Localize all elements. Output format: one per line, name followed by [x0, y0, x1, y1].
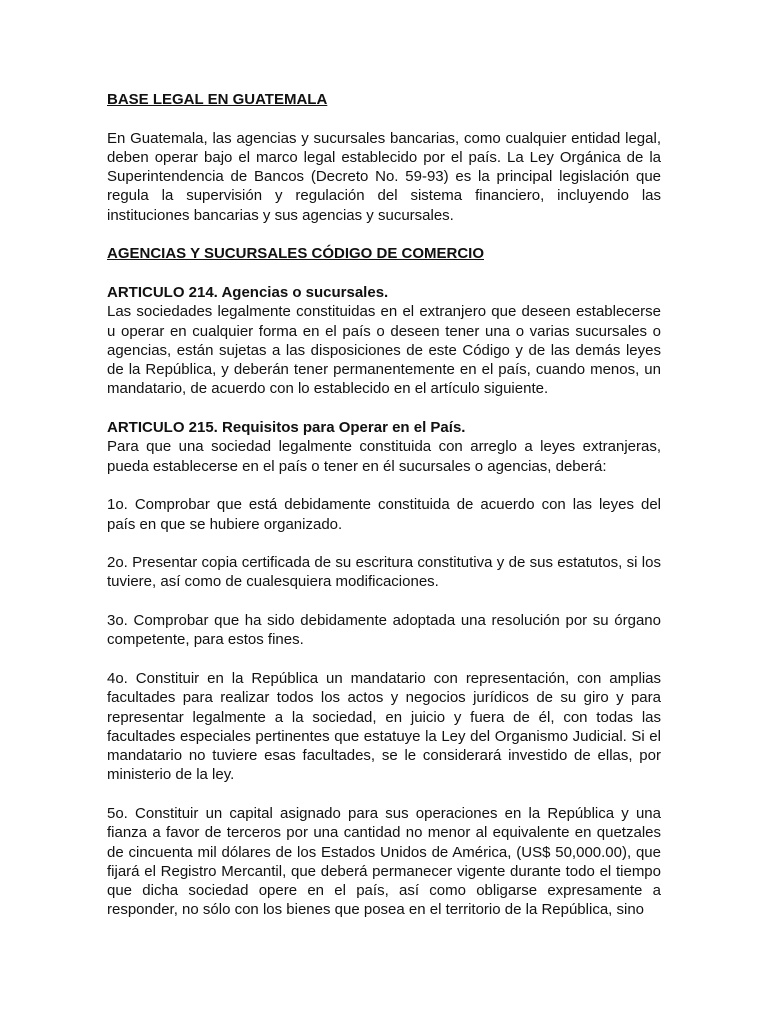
article-215-item-5: 5o. Constituir un capital asignado para sus operaciones en la República y una fianza a favor de terceros por una cantidad no menor al equivalente en quetzales de cincuenta mil dólares de los Estados Unidos de América, (US$ 50,000.00), que fijará el Registro Mercantil, que deberá permanecer vigente durante todo el tiempo que dicha sociedad opere en el país, así como obligarse expresamente a responder, no sólo con los bienes que posea en el territorio de la República, sino	[107, 804, 661, 919]
spacer	[107, 785, 661, 804]
spacer	[107, 264, 661, 283]
article-215-body: Para que una sociedad legalmente constituida con arreglo a leyes extranjeras, pueda establecerse en el país o tener en él sucursales o agencias, deberá:	[107, 438, 661, 475]
section-heading-base-legal: BASE LEGAL EN GUATEMALA	[107, 91, 328, 108]
spacer	[107, 109, 661, 128]
article-215-item-2: 2o. Presentar copia certificada de su escritura constitutiva y de sus estatutos, si los tuviere, así como de cualesquiera modificaciones.	[107, 554, 661, 591]
section-heading-codigo-comercio: AGENCIAS Y SUCURSALES CÓDIGO DE COMERCIO	[107, 245, 484, 263]
article-214-body: Las sociedades legalmente constituidas en el extranjero que deseen establecerse u operar en cualquier forma en el país o deseen tener una o varias sucursales o agencias, están sujetas a las disposiciones de este Código y de las demás leyes de la República, y deberán tener permanentemente en el país, cuando menos, un mandatario, de acuerdo con lo establecido en el artículo siguiente.	[107, 303, 661, 398]
spacer	[107, 534, 661, 553]
article-214-title: ARTICULO 214. Agencias o sucursales.	[107, 283, 389, 301]
article-215-item-1: 1o. Comprobar que está debidamente constituida de acuerdo con las leyes del país en que se hubiere organizado.	[107, 496, 661, 533]
spacer	[107, 592, 661, 611]
spacer	[107, 650, 661, 669]
article-215-title: ARTICULO 215. Requisitos para Operar en el País.	[107, 419, 466, 437]
spacer	[107, 225, 661, 244]
spacer	[107, 399, 661, 418]
article-215-item-3: 3o. Comprobar que ha sido debidamente adoptada una resolución por su órgano competente, para estos fines.	[107, 612, 661, 649]
paragraph-base-legal: En Guatemala, las agencias y sucursales bancarias, como cualquier entidad legal, deben operar bajo el marco legal establecido por el país. La Ley Orgánica de la Superintendencia de Bancos (Decreto No. 59-93) es la principal legislación que regula la supervisión y regulación del sistema financiero, incluyendo las instituciones bancarias y sus agencias y sucursales.	[107, 129, 661, 224]
document-page	[107, 90, 661, 920]
spacer	[107, 476, 661, 495]
article-215-item-4: 4o. Constituir en la República un mandatario con representación, con amplias facultades para realizar todos los actos y negocios jurídicos de su giro y para representar legalmente a la sociedad, en juicio y fuera de él, con todas las facultades especiales pertinentes que estatuye la Ley del Organismo Judicial. Si el mandatario no tuviere esas facultades, se le considerará investido de ellas, por ministerio de la ley.	[107, 669, 661, 784]
